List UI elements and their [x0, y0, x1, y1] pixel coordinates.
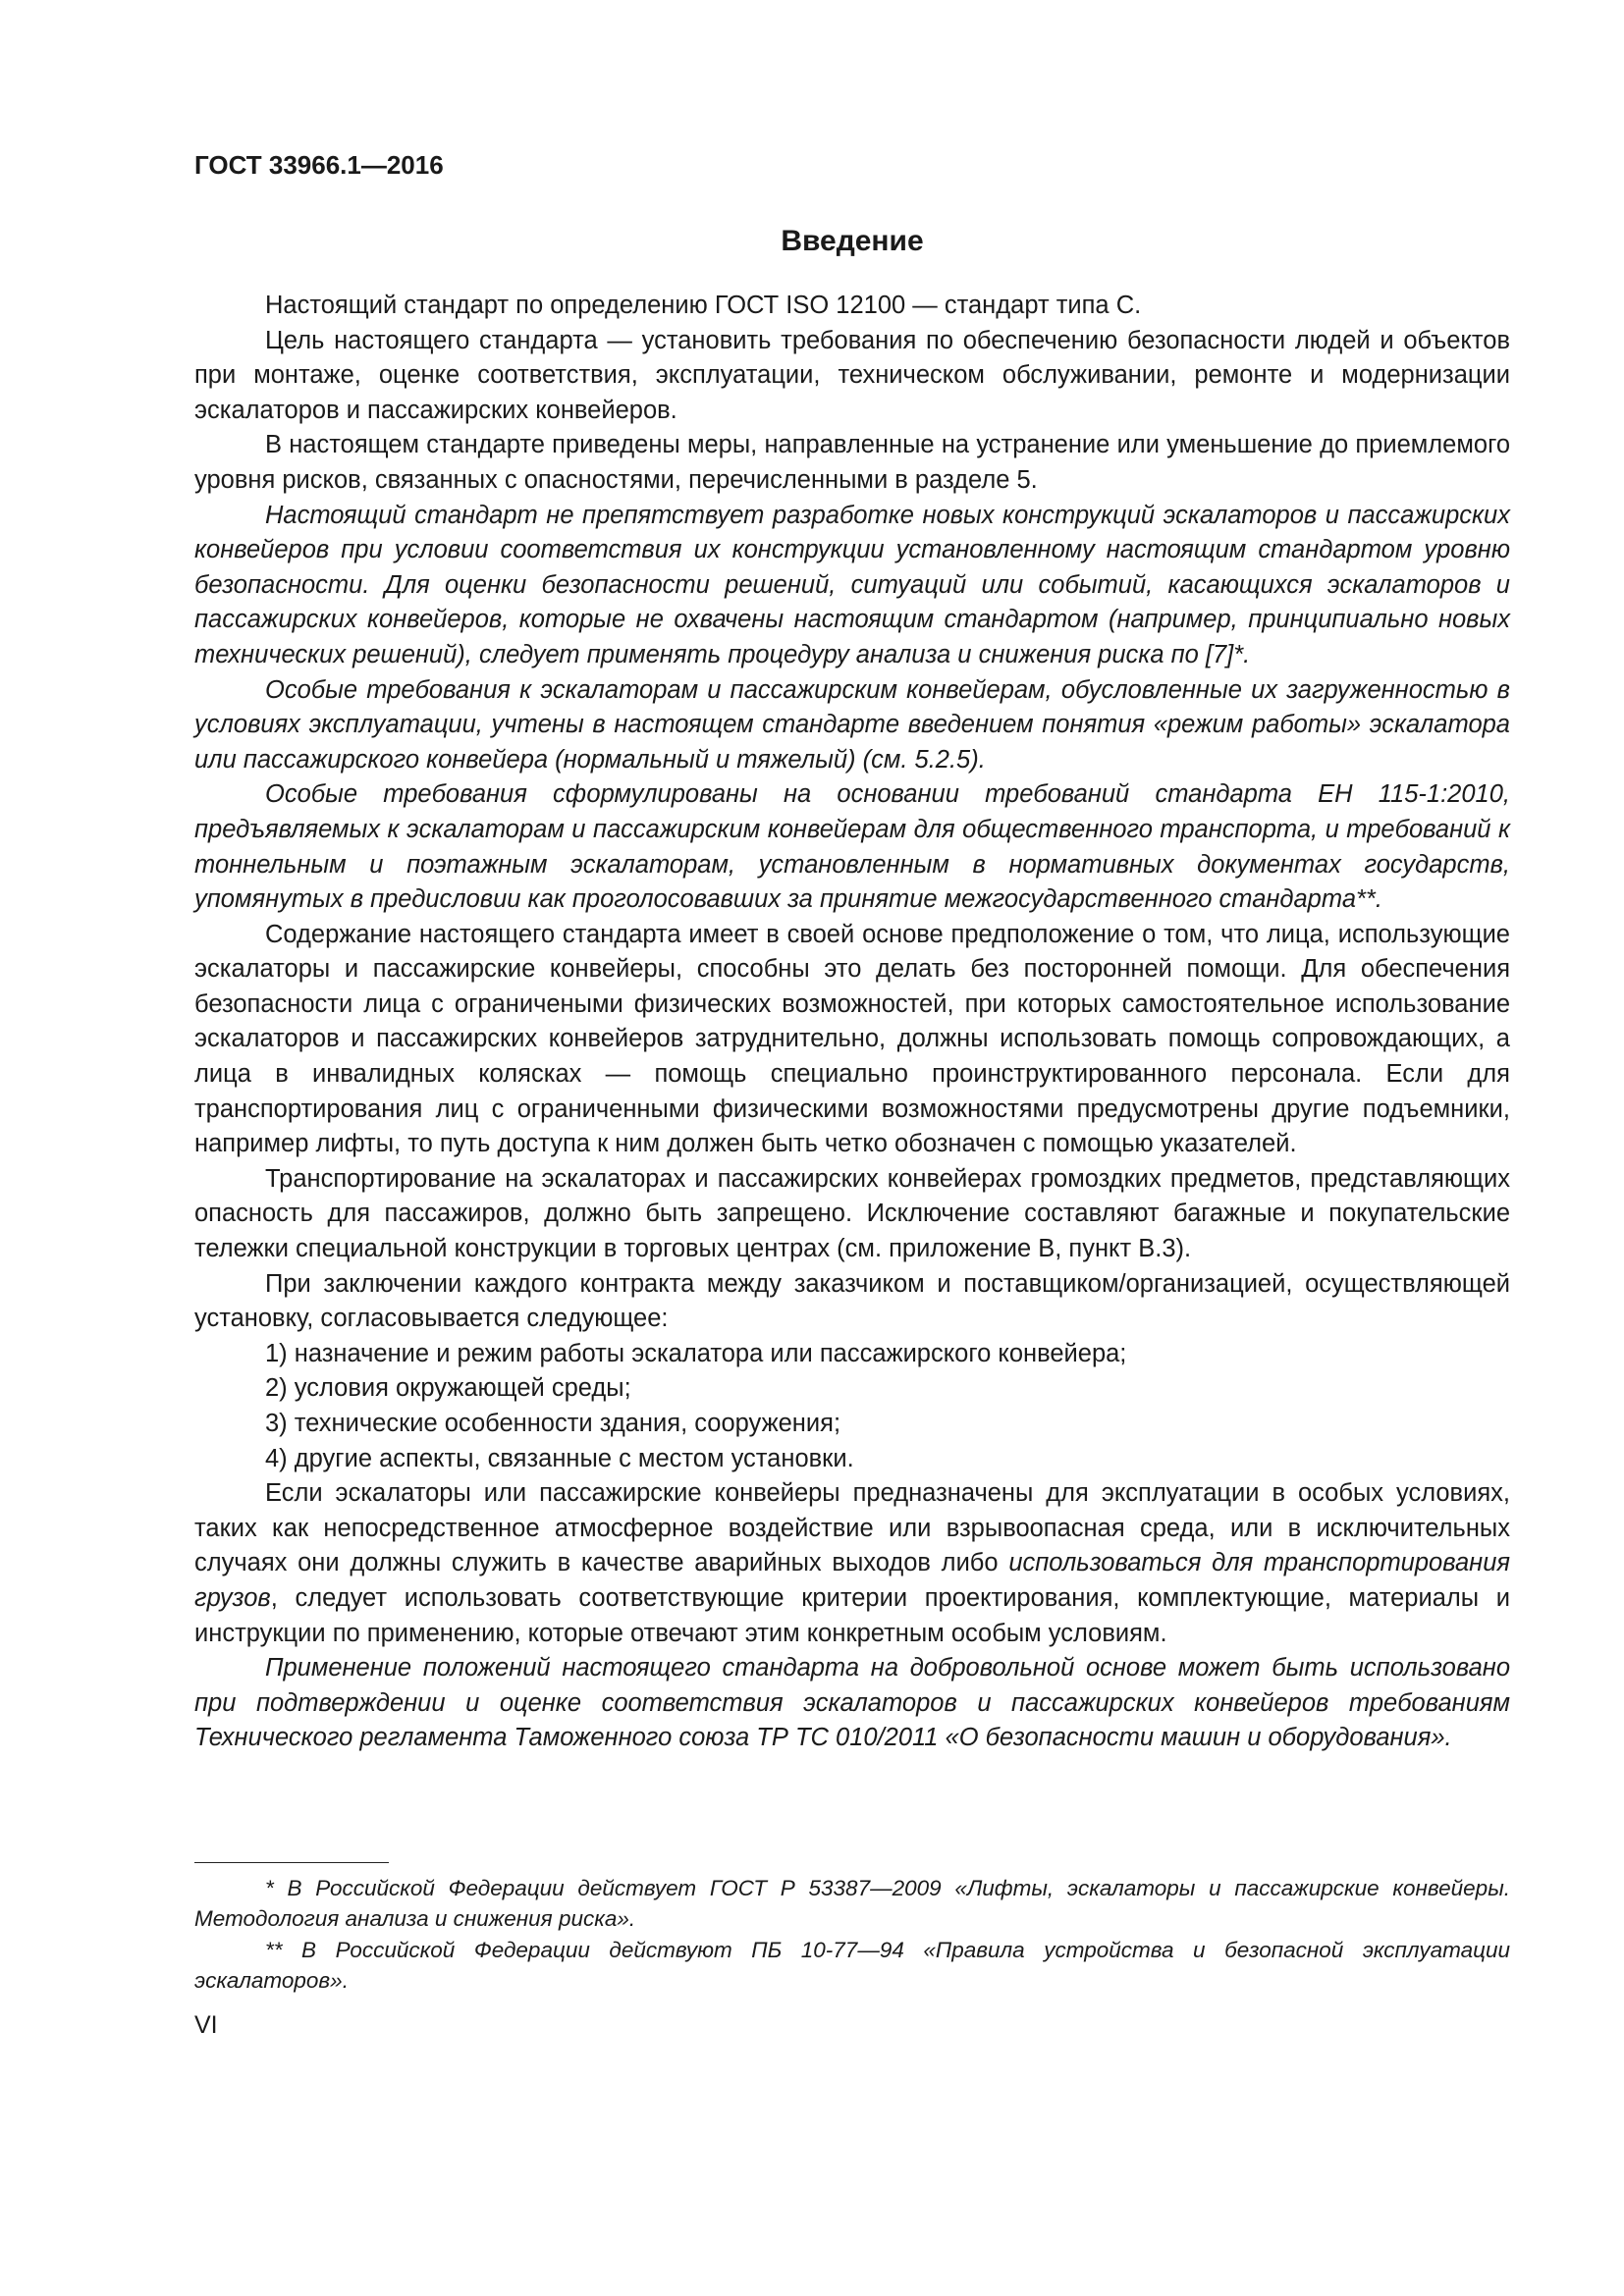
section-body	[194, 289, 1510, 1756]
footnotes	[194, 1873, 1510, 1997]
section-title: Введение	[781, 225, 924, 257]
paragraph: Настоящий стандарт по определению ГОСТ ISO 12100 — стандарт типа С.	[265, 292, 1142, 319]
paragraph-italic: Особые требования сформулированы на основании требований стандарта ЕН 115-1:2010, предъявляемых к эскалаторам и пассажирским конвейерам для общественного транспорта, и требований к тоннельным и поэтажным эскалаторам, установленным в нормативных документах государств, упомянутых в предисловии как проголосовавших за принятие межгосударственного стандарта**.	[194, 780, 1510, 914]
footnote-separator	[194, 1862, 389, 1863]
document-page	[194, 147, 1510, 2042]
paragraph-text: Если эскалаторы или пассажирские конвейеры предназначены для эксплуатации в особых условиях, таких как непосредственное атмосферное воздействие или взрывоопасная среда, или в исключительных случаях они должны служить в качестве аварийных выходов либо	[194, 1479, 1510, 1577]
paragraph-italic: Настоящий стандарт не препятствует разработке новых конструкций эскалаторов и пассажирских конвейеров при условии соответствия их конструкции установленному настоящим стандартом уровню безопасности. Для оценки безопасности решений, ситуаций или событий, касающихся эскалаторов и пассажирских конвейеров, которые не охвачены настоящим стандартом (например, принципиально новых технических решений), следует применять процедуру анализа и снижения риска по [7]*.	[194, 501, 1510, 668]
paragraph: Содержание настоящего стандарта имеет в своей основе предположение о том, что лица, использующие эскалаторы и пассажирские конвейеры, способны это делать без посторонней помощи. Для обеспечения безопасности лица с ограничеными физических возможностей, при которых самостоятельное использование эскалаторов и пассажирских конвейеров затруднительно, должны использовать помощь сопровождающих, а лица в инвалидных колясках — помощь специально проинструктированного персонала. Если для транспортирования лиц с ограниченными физическими возможностями предусмотрены другие подъемники, например лифты, то путь доступа к ним должен быть четко обозначен с помощью указателей.	[194, 920, 1510, 1158]
list-item: 3) технические особенности здания, сооружения;	[265, 1410, 841, 1437]
paragraph: При заключении каждого контракта между заказчиком и поставщиком/организацией, осуществляющей установку, согласовывается следующее:	[194, 1269, 1510, 1333]
paragraph: В настоящем стандарте приведены меры, направленные на устранение или уменьшение до приемлемого уровня рисков, связанных с опасностями, перечисленными в разделе 5.	[194, 431, 1510, 494]
paragraph: Цель настоящего стандарта — установить требования по обеспечению безопасности людей и объектов при монтаже, оценке соответствия, эксплуатации, техническом обслуживании, ремонте и модернизации эскалаторов и пассажирских конвейеров.	[194, 326, 1510, 424]
paragraph: Транспортирование на эскалаторах и пассажирских конвейерах громоздких предметов, представляющих опасность для пассажиров, должно быть запрещено. Исключение составляют багажные и покупательские тележки специальной конструкции в торговых центрах (см. приложение В, пункт В.3).	[194, 1164, 1510, 1263]
footnote: ** В Российской Федерации действуют ПБ 10-77—94 «Правила устройства и безопасной эксплуатации эскалаторов».	[194, 1937, 1510, 1994]
paragraph-mixed	[194, 1476, 1510, 1651]
paragraph-text: , следует использовать соответствующие критерии проектирования, комплектующие, материалы и инструкции по применению, которые отвечают этим конкретным особым условиям.	[194, 1583, 1510, 1647]
list-item: 1) назначение и режим работы эскалатора или пассажирского конвейера;	[265, 1339, 1127, 1367]
list-item: 2) условия окружающей среды;	[265, 1374, 631, 1403]
page-number: VI	[194, 2010, 218, 2039]
paragraph-italic: Особые требования к эскалаторам и пассажирским конвейерам, обусловленные их загруженностью в условиях эксплуатации, учтены в настоящем стандарте введением понятия «режим работы» эскалатора или пассажирского конвейера (нормальный и тяжелый) (см. 5.2.5).	[194, 675, 1510, 774]
footnote: * В Российской Федерации действует ГОСТ Р 53387—2009 «Лифты, эскалаторы и пассажирские конвейеры. Методология анализа и снижения риска».	[194, 1875, 1510, 1932]
paragraph-italic: Применение положений настоящего стандарта на добровольной основе может быть использовано при подтверждении и оценке соответствия эскалаторов и пассажирских конвейеров требованиям Технического регламента Таможенного союза ТР ТС 010/2011 «О безопасности машин и оборудования».	[194, 1654, 1510, 1752]
paragraph-italic-fragment: использоваться для транспортирования грузов	[194, 1549, 1510, 1612]
list-item: 4) другие аспекты, связанные с местом установки.	[265, 1444, 854, 1472]
document-id-header: ГОСТ 33966.1—2016	[194, 150, 444, 180]
